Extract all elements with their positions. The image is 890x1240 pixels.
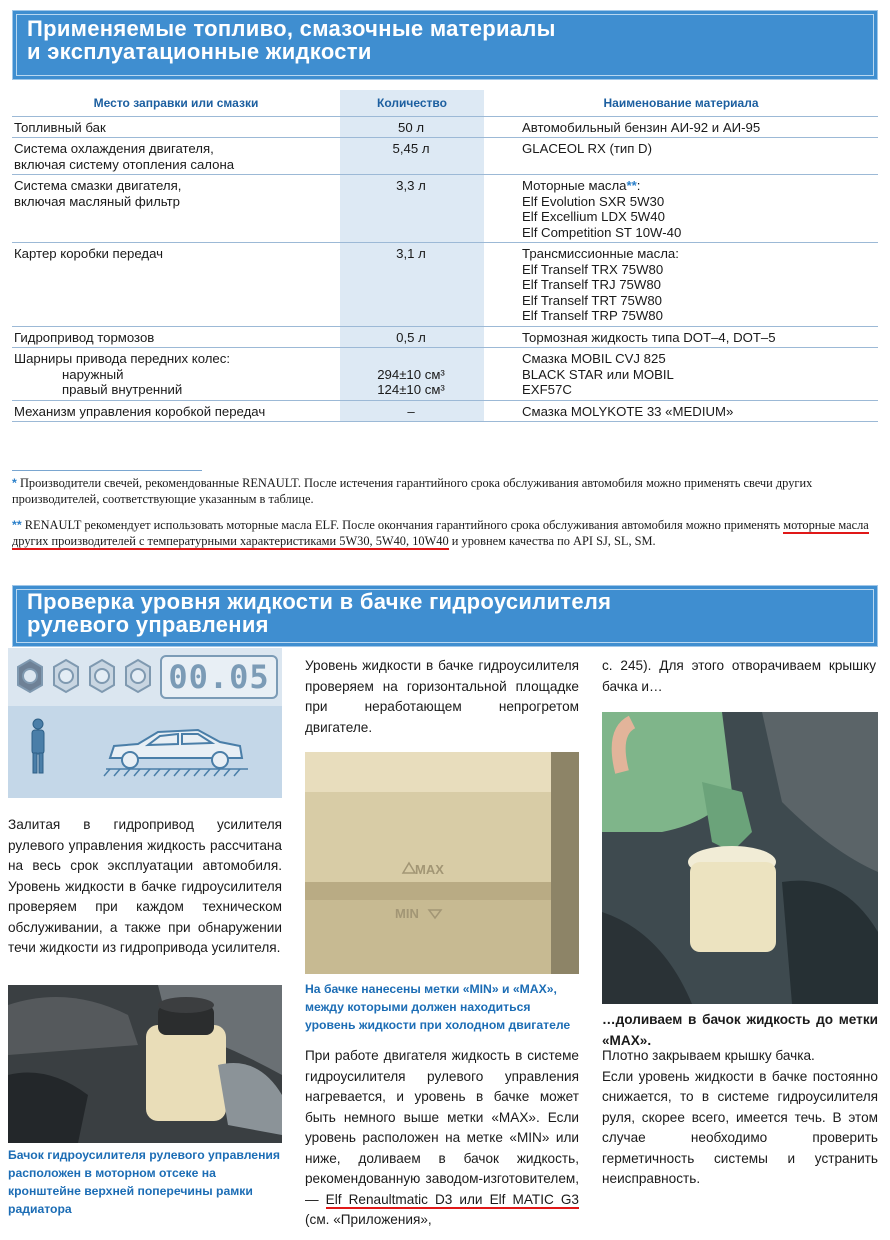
cell-material: Смазка MOLYKOTE 33 «MEDIUM» [484,400,878,422]
cell-qty: 0,5 л [340,326,484,348]
header-quantity: Количество [340,90,484,116]
table-row [12,138,878,175]
max-mark: MAX [415,862,444,877]
header-material: Наименование материала [484,90,878,116]
header-place: Место заправки или смазки [12,90,340,116]
section-title-power-steering [27,590,611,636]
cell-material: Тормозная жидкость типа DOT–4, DOT–5 [484,326,878,348]
title-line-1: Проверка уровня жидкости в бачке гидроусилителя [27,589,612,614]
section-title-fluids [27,17,556,63]
caption-refill-to-max: …доливаем в бачок жидкость до метки «MAX». [602,1012,878,1048]
table-row [12,348,878,401]
intro-paragraph: Залитая в гидропривод усилителя рулевого управления жидкость рассчитана на весь срок эксплуатации автомобиля. Уровень жидкости в бачке гидроусилителя проверяем при каждом техническом обслуживании, а также при обнаружении течи жидкости из гидропривода усилителя. [8,817,282,955]
cell-material: Моторные масла**: Elf Evolution SXR 5W30 Elf Excellium LDX 5W40 Elf Competition ST 10W-40 [484,175,878,243]
cell-qty: 50 л [340,116,484,138]
difficulty-nuts-icon [8,648,158,706]
red-underline-oil-spec: моторные масла других производителей с температурными характеристиками 5W30, 5W40, 10W40 [12,518,869,548]
footnote-1: * Производители свечей, рекомендованные RENAULT. После истечения гарантийного срока обслуживания автомобиля можно применять свечи других производителей, соответствующие указанным в таблице. [12,476,813,506]
cell-qty: 294±10 см³ 124±10 см³ [340,348,484,401]
footnotes [12,470,878,559]
difficulty-strip [8,648,282,706]
continue-paragraph: с. 245). Для этого отворачиваем крышку бачка и… [602,658,876,694]
photo-pouring-fluid [602,712,878,1004]
footnote-2: ** RENAULT рекомендует использовать моторные масла ELF. После окончания гарантийного срока обслуживания автомобиля можно применять моторные масла других производителей с температурными характеристиками 5W30, 5W40, 10W40 и уровнем качества по API SJ, SL, SM. [12,518,869,548]
red-underline-fluid: Elf Renaultmatic D3 или Elf MATIC G3 [325,1191,579,1207]
footnote-divider [12,470,202,471]
section-banner-fluids [12,10,878,80]
caption-min-max: На бачке нанесены метки «MIN» и «MAX», между которыми должен находиться уровень жидкости при холодном двигателе [305,982,571,1032]
footnote-1-marker: * [12,476,17,490]
cell-place: Топливный бак [12,116,340,138]
conditions-illustration [8,706,282,798]
caption-reservoir-location: Бачок гидроусилителя рулевого управления расположен в моторном отсеке на кронштейне верхней поперечины рамки радиатора [8,1148,281,1216]
cell-material: Смазка MOBIL CVJ 825 BLACK STAR или MOBIL EXF57C [484,348,878,401]
title-line-1: Применяемые топливо, смазочные материалы [27,16,556,41]
time-display: 00.05 [160,655,278,699]
cell-place: Картер коробки передач [12,243,340,327]
table-row [12,243,878,327]
cell-material: Трансмиссионные масла: Elf Tranself TRX 75W80 Elf Tranself TRJ 75W80 Elf Tranself TRT 75W80 Elf Tranself TRP 75W80 [484,243,878,327]
car-icon [110,730,242,768]
cell-material: GLACEOL RX (тип D) [484,138,878,175]
person-icon [32,719,44,773]
fluids-table [12,90,878,422]
footnote-marker: ** [626,178,637,193]
cell-qty: 5,45 л [340,138,484,175]
photo-reservoir-engine-bay [8,985,282,1143]
cell-place: Механизм управления коробкой передач [12,400,340,422]
table-row [12,400,878,422]
cell-qty: 3,3 л [340,175,484,243]
cell-qty: 3,1 л [340,243,484,327]
cell-place: Шарниры привода передних колес: наружный правый внутренний [12,348,340,401]
table-header-row [12,90,878,116]
cell-place: Система смазки двигателя, включая масляный фильтр [12,175,340,243]
table-row [12,326,878,348]
footnote-2-marker: ** [12,518,22,532]
refill-paragraph: При работе двигателя жидкость в системе гидроусилителя рулевого управления нагревается, и уровень в бачке может быть немного выше метки «MAX». Если уровень расположен на метке «MIN» или ниже, доливаем в бачок жидкость, рекомендованную заводом-изготовителем, — Elf Renaultmatic D3 или Elf MATIC G3 (см. «Приложения», [305,1048,579,1227]
closing-paragraph: Плотно закрываем крышку бачка. Если уровень жидкости в бачке постоянно снижается, то в системе гидроусилителя руля, скорее всего, имеется течь. В этом случае необходимо проверить герметичность системы и устранить неисправность. [602,1048,878,1186]
min-mark: MIN [395,906,419,921]
conditions-strip [8,706,282,798]
cell-place: Система охлаждения двигателя, включая систему отопления салона [12,138,340,175]
cell-place: Гидропривод тормозов [12,326,340,348]
cell-material: Автомобильный бензин АИ-92 и АИ-95 [484,116,878,138]
photo-min-max-marks [305,752,579,974]
table-row [12,116,878,138]
ground-icon [104,769,248,776]
operation-info-panel [8,648,282,800]
section-banner-power-steering [12,585,878,647]
title-line-2: и эксплуатационные жидкости [27,39,372,64]
table-row [12,175,878,243]
check-paragraph: Уровень жидкости в бачке гидроусилителя проверяем на горизонтальной площадке при неработающем непрогретом двигателе. [305,658,579,735]
title-line-2: рулевого управления [27,612,269,637]
cell-qty: – [340,400,484,422]
